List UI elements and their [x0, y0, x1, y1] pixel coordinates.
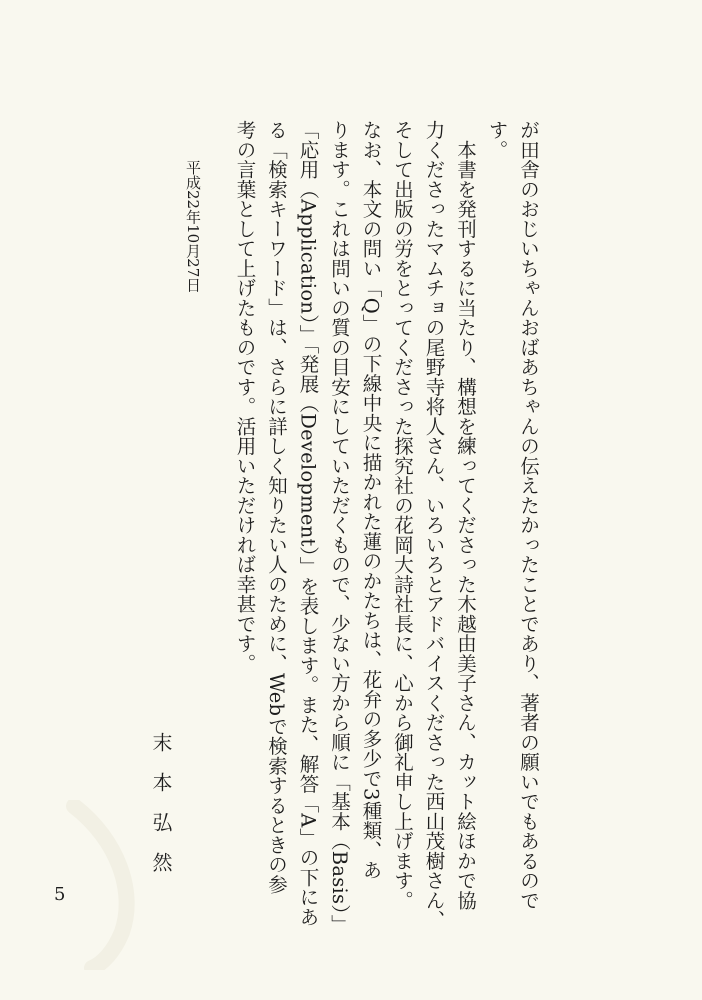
date: 平成22年10月27日 — [184, 160, 202, 293]
body-line: る「検索キーワード」は、さらに詳しく知りたい人のために、Webで検索するときの参 — [265, 120, 288, 894]
author-name: 末本弘然 — [149, 732, 173, 892]
body-text — [229, 120, 544, 934]
body-line: 「応用（Application）」「発展（Development）」を表します。また、解答「A」の下にあ — [296, 120, 320, 927]
page-curve-decoration — [66, 800, 138, 970]
body-line: 本書を発刊するに当たり、構想を練ってくださった木越由美子さん、カット絵ほかで協 — [454, 120, 477, 910]
body-line: ります。これは問いの質の目安にしていただくもので、少ない方から順に「基本（Basis）」 — [328, 120, 351, 934]
body-line: が田舎のおじいちゃんおばあちゃんの伝えたかったことであり、著者の願いでもあるので — [517, 120, 540, 910]
page-number: 5 — [54, 884, 66, 905]
body-line: そして出版の労をとってくださった探究社の花岡大詩社長に、心から御礼申し上げます。 — [391, 120, 414, 910]
body-line: 力くださったマムチョの尾野寺将人さん、いろいろとアドバイスくださった西山茂樹さん、 — [422, 120, 446, 930]
body-line: なお、本文の問い「Q」の下線中央に描かれた蓮のかたちは、花弁の多少で3種類、あ — [359, 120, 383, 880]
body-line: す。 — [485, 120, 509, 160]
body-line: 考の言葉として上げたものです。活用いただければ幸甚です。 — [233, 120, 257, 673]
